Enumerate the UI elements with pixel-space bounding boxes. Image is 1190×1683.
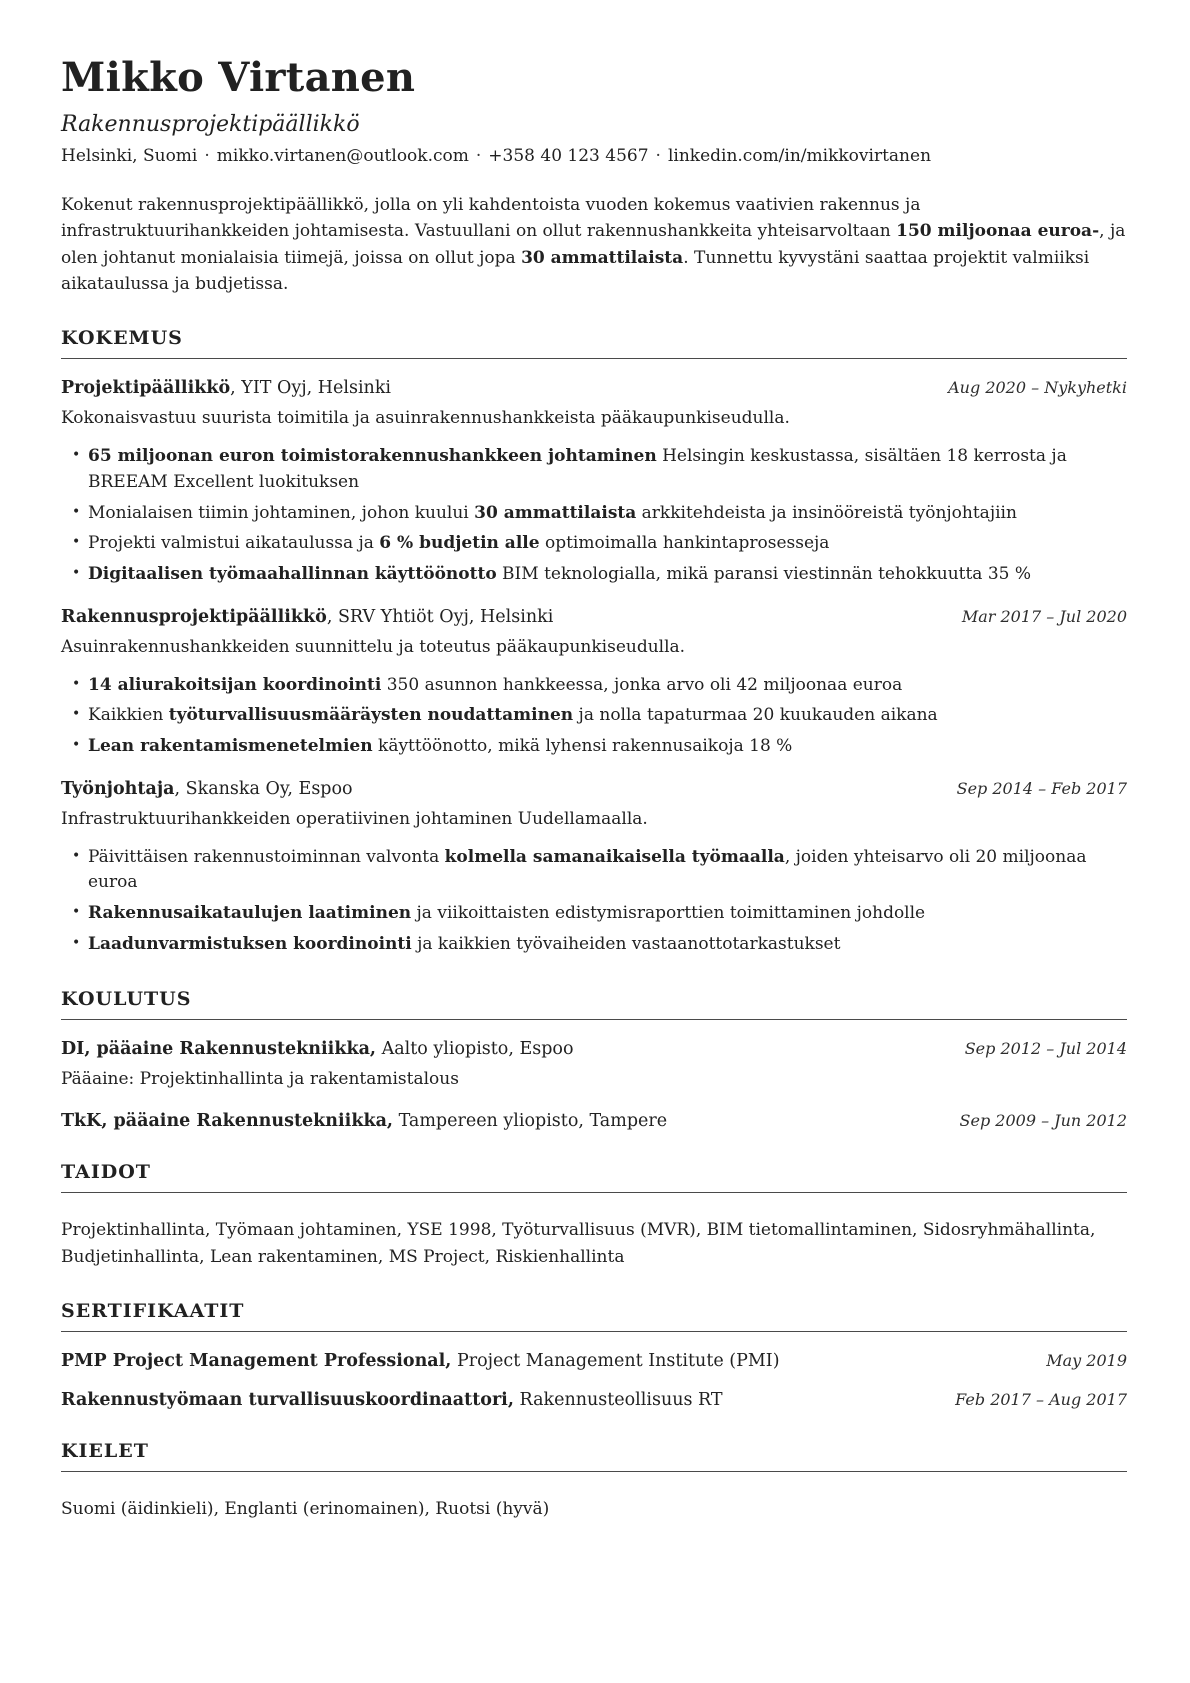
job-title-bold: Rakennusprojektipäällikkö: [61, 607, 327, 628]
job-entry-header: [61, 378, 1127, 398]
job-description: Kokonaisvastuu suurista toimitila ja asuinrakennushankkeista pääkaupunkiseudulla.: [61, 408, 790, 429]
person-name: Mikko Virtanen: [61, 54, 416, 101]
job-bullet: • 14 aliurakoitsijan koordinointi 350 asunnon hankkeessa, jonka arvo oli 42 miljoonaa euroa: [88, 673, 1127, 699]
section-rule: [61, 1331, 1127, 1332]
certification-entry-header: [61, 1390, 1127, 1410]
job-bullet: • 65 miljoonan euron toimistorakennushankkeen johtaminen Helsingin keskustassa, sisältäen 18 kerrosta ja BREEAM Excellent luokituksen: [88, 444, 1127, 496]
job-title-rest: , YIT Oyj, Helsinki: [230, 378, 392, 399]
section-education: [61, 988, 1127, 1132]
contact-location: Helsinki, Suomi: [61, 146, 198, 166]
job-bullet: • Laadunvarmistuksen koordinointi ja kaikkien työvaiheiden vastaanottotarkastukset: [88, 932, 1127, 958]
job-dates: Aug 2020 – Nykyhetki: [948, 378, 1127, 398]
section-rule: [61, 1192, 1127, 1193]
education-title-rest: Tampereen yliopisto, Tampere: [393, 1111, 668, 1132]
job-title: [61, 607, 553, 627]
section-certifications: [61, 1300, 1127, 1410]
job-bullets: [61, 444, 1127, 588]
job-bullet: • Projekti valmistui aikataulussa ja 6 % budjetin alle optimoimalla hankintaprosesseja: [88, 531, 1127, 557]
education-dates: Sep 2012 – Jul 2014: [964, 1038, 1127, 1058]
education-title: [61, 1039, 574, 1059]
certification-dates: May 2019: [1046, 1351, 1127, 1370]
experience-heading: KOKEMUS: [61, 327, 183, 350]
certification-title-rest: Rakennusteollisuus RT: [513, 1390, 723, 1410]
job-entry: [61, 779, 1127, 958]
education-title-bold: DI, pääaine Rakennustekniikka,: [61, 1038, 377, 1059]
certifications-heading: SERTIFIKAATIT: [61, 1300, 245, 1322]
job-bullets: [61, 845, 1127, 958]
job-entry: [61, 607, 1127, 760]
contact-separator: ·: [655, 146, 661, 166]
education-dates: Sep 2009 – Jun 2012: [959, 1111, 1127, 1131]
job-bullet: • Kaikkien työturvallisuusmääräysten noudattaminen ja nolla tapaturmaa 20 kuukauden aikana: [88, 703, 1127, 729]
contact-linkedin: linkedin.com/in/mikkovirtanen: [667, 146, 932, 166]
languages-heading: KIELET: [61, 1440, 149, 1462]
certification-title: [61, 1351, 780, 1371]
skills-heading: TAIDOT: [61, 1161, 151, 1184]
education-entries: [61, 1039, 1127, 1132]
job-description: Asuinrakennushankkeiden suunnittelu ja toteutus pääkaupunkiseudulla.: [61, 637, 686, 658]
job-bullet: • Päivittäisen rakennustoiminnan valvonta kolmella samanaikaisella työmaalla, joiden yhteisarvo oli 20 miljoonaa euroa: [88, 845, 1127, 897]
section-rule: [61, 1019, 1127, 1020]
job-description: Infrastruktuurihankkeiden operatiivinen johtaminen Uudellamaalla.: [61, 809, 648, 829]
certification-title-rest: Project Management Institute (PMI): [451, 1351, 780, 1371]
education-entry: [61, 1039, 1127, 1093]
person-role: Rakennusprojektipäällikkö: [61, 112, 360, 137]
education-title-bold: TkK, pääaine Rakennustekniikka,: [61, 1111, 394, 1132]
certification-title-bold: Rakennustyömaan turvallisuuskoordinaattori,: [61, 1390, 514, 1410]
job-title-rest: , SRV Yhtiöt Oyj, Helsinki: [326, 607, 554, 628]
certification-dates: Feb 2017 – Aug 2017: [955, 1390, 1127, 1409]
contact-email: mikko.virtanen@outlook.com: [216, 146, 469, 166]
job-title: [61, 378, 391, 398]
certification-title: [61, 1390, 723, 1410]
certification-entries: [61, 1351, 1127, 1410]
experience-jobs: [61, 378, 1127, 957]
job-bullet: • Digitaalisen työmaahallinnan käyttöönotto BIM teknologialla, mikä paransi viestinnän tehokkuutta 35 %: [88, 562, 1127, 588]
job-entry-header: [61, 779, 1127, 799]
certification-entry: [61, 1390, 1127, 1410]
job-dates: Mar 2017 – Jul 2020: [961, 607, 1127, 627]
contact-line: [61, 146, 1127, 166]
contact-phone: +358 40 123 4567: [488, 146, 649, 166]
job-bullets: [61, 673, 1127, 760]
certification-entry-header: [61, 1351, 1127, 1371]
job-bullet: • Lean rakentamismenetelmien käyttöönotto, mikä lyhensi rakennusaikoja 18 %: [88, 734, 1127, 760]
education-entry-header: [61, 1039, 1127, 1059]
education-subtitle: Pääaine: Projektinhallinta ja rakentamistalous: [61, 1068, 459, 1089]
skills-text: Projektinhallinta, Työmaan johtaminen, YSE 1998, Työturvallisuus (MVR), BIM tietomallintaminen, Sidosryhmähallinta, Budjetinhallinta, Lean rakentaminen, MS Project, Riskienhallinta: [61, 1220, 1096, 1267]
job-bullet: • Rakennusaikataulujen laatiminen ja viikoittaisten edistymisraporttien toimittaminen johdolle: [88, 901, 1127, 927]
job-title-bold: Työnjohtaja: [61, 779, 175, 799]
certification-title-bold: PMP Project Management Professional,: [61, 1351, 452, 1371]
job-title-bold: Projektipäällikkö: [61, 378, 231, 399]
education-title: [61, 1111, 667, 1131]
section-rule: [61, 1471, 1127, 1472]
summary-text: Kokenut rakennusprojektipäällikkö, jolla on yli kahdentoista vuoden kokemus vaativien rakennus ja infrastruktuurihankkeiden johtamisesta. Vastuullani on ollut rakennushankkeita yhteisarvoltaan 150 miljoonaa euroa-, ja olen johtanut monialaisia tiimejä, joissa on ollut jopa 30 ammattilaista. Tunnettu kyvystäni saattaa projektit valmiiksi aikataulussa ja budjetissa.: [61, 195, 1126, 295]
education-entry: [61, 1111, 1127, 1131]
contact-separator: ·: [204, 146, 210, 166]
section-experience: [61, 327, 1127, 957]
job-title-rest: , Skanska Oy, Espoo: [174, 779, 353, 799]
education-title-rest: Aalto yliopisto, Espoo: [376, 1038, 574, 1059]
languages-text: Suomi (äidinkieli), Englanti (erinomainen), Ruotsi (hyvä): [61, 1499, 550, 1519]
section-skills: [61, 1161, 1127, 1270]
job-dates: Sep 2014 – Feb 2017: [956, 779, 1127, 798]
education-heading: KOULUTUS: [61, 987, 192, 1010]
job-entry: [61, 378, 1127, 588]
job-title: [61, 779, 353, 799]
job-bullet: • Monialaisen tiimin johtaminen, johon kuului 30 ammattilaista arkkitehdeista ja insinööreistä työnjohtajiin: [88, 501, 1127, 527]
section-rule: [61, 358, 1127, 359]
job-entry-header: [61, 607, 1127, 627]
education-entry-header: [61, 1111, 1127, 1131]
contact-separator: ·: [475, 146, 482, 166]
certification-entry: [61, 1351, 1127, 1371]
section-languages: [61, 1440, 1127, 1522]
